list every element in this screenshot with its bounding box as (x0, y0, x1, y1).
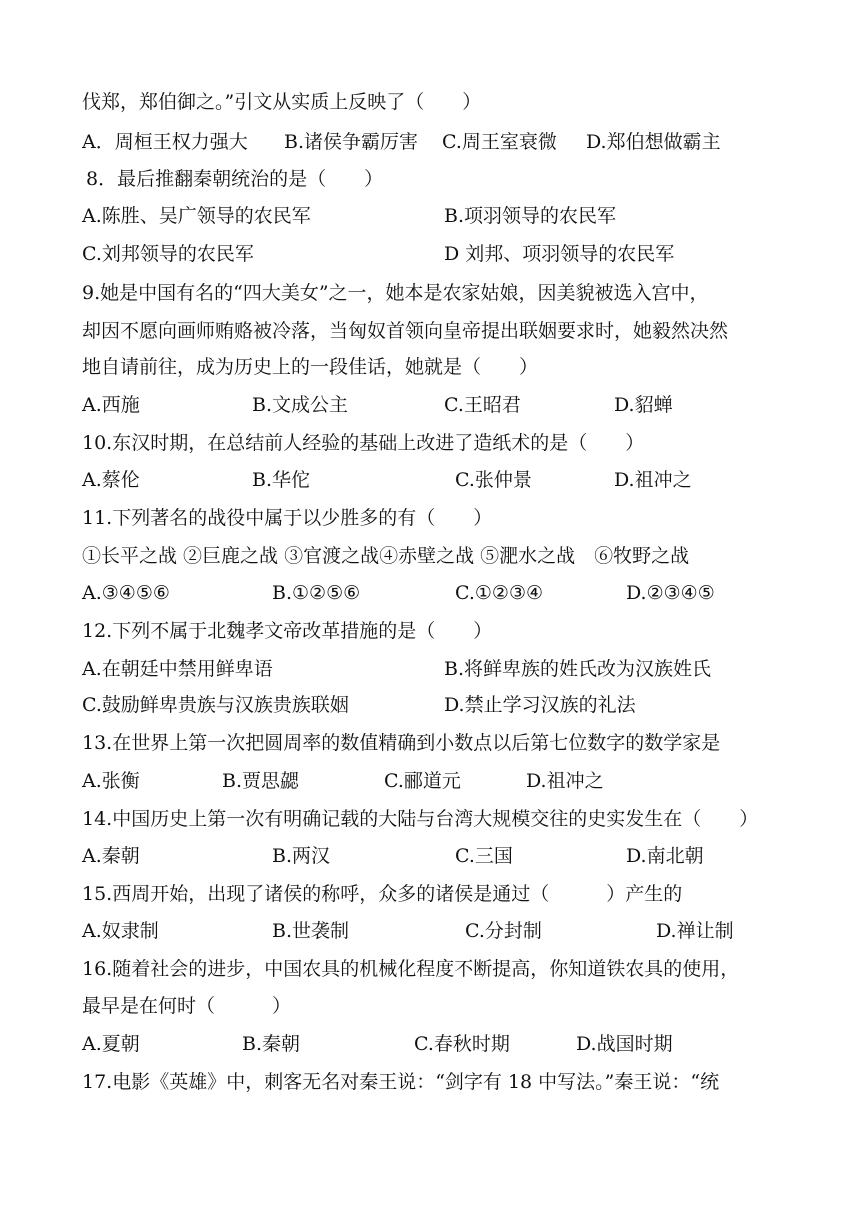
q17-stem: 17.电影《英雄》中，刺客无名对秦王说：“剑字有 18 中写法。”秦王说：“统 (82, 1071, 720, 1093)
q16-stem-line-2: 最早是在何时（ ） (82, 995, 292, 1017)
q9-option-a: A.西施 (82, 394, 140, 416)
q7-option-a: A．周桓王权力强大 (82, 131, 248, 153)
q15-stem: 15.西周开始，出现了诸侯的称呼，众多的诸侯是通过（ ）产生的 (82, 883, 683, 905)
q15-option-b: B.世袭制 (272, 920, 350, 942)
q11-option-b: B.①②⑤⑥ (272, 582, 361, 604)
q10-option-b: B.华佗 (252, 469, 311, 491)
q12-option-b: B.将鲜卑族的姓氏改为汉族姓氏 (444, 658, 712, 680)
q12-option-d: D.禁止学习汉族的礼法 (444, 694, 636, 716)
q8-option-a: A.陈胜、吴广领导的农民军 (82, 205, 311, 227)
q15-option-a: A.奴隶制 (82, 920, 159, 942)
q16-option-a: A.夏朝 (82, 1033, 140, 1055)
q13-option-a: A.张衡 (82, 770, 140, 792)
q14-stem: 14.中国历史上第一次有明确记载的大陆与台湾大规模交往的史实发生在（ ） (82, 808, 759, 830)
q15-option-d: D.禅让制 (656, 920, 734, 942)
q16-option-c: C.春秋时期 (414, 1033, 510, 1055)
q8-stem: 8．最后推翻秦朝统治的是（ ） (86, 168, 384, 190)
q11-option-a: A.③④⑤⑥ (82, 582, 170, 604)
q7-option-b: B.诸侯争霸厉害 (284, 131, 419, 153)
q8-option-c: C.刘邦领导的农民军 (82, 243, 254, 265)
q14-option-a: A.秦朝 (82, 845, 140, 867)
q9-option-c: C.王昭君 (444, 394, 521, 416)
q12-option-c: C.鼓励鲜卑贵族与汉族贵族联姻 (82, 694, 349, 716)
q11-option-c: C.①②③④ (455, 582, 544, 604)
q9-option-d: D.貂蝉 (614, 394, 673, 416)
q9-stem-line-2: 却因不愿向画师贿赂被冷落，当匈奴首领向皇帝提出联姻要求时，她毅然决然 (82, 320, 729, 342)
q14-option-b: B.两汉 (272, 845, 331, 867)
q8-option-b: B.项羽领导的农民军 (444, 205, 617, 227)
q7-option-d: D.郑伯想做霸主 (586, 131, 721, 153)
q14-option-d: D.南北朝 (626, 845, 704, 867)
q11-stem: 11.下列著名的战役中属于以少胜多的有（ ） (82, 507, 493, 529)
q14-option-c: C.三国 (455, 845, 513, 867)
q7-stem: 伐郑，郑伯御之。”引文从实质上反映了（ ） (82, 91, 482, 113)
q15-option-c: C.分封制 (465, 920, 542, 942)
q9-stem-line-3: 地自请前往，成为历史上的一段佳话，她就是（ ） (82, 356, 539, 378)
q9-stem-line-1: 9.她是中国有名的“四大美女”之一，她本是农家姑娘，因美貌被选入宫中， (82, 282, 709, 304)
q16-option-b: B.秦朝 (242, 1033, 301, 1055)
q10-option-a: A.蔡伦 (82, 469, 140, 491)
q7-option-c: C.周王室衰微 (442, 131, 557, 153)
q16-option-d: D.战国时期 (576, 1033, 673, 1055)
q11-items: ①长平之战 ②巨鹿之战 ③官渡之战④赤壁之战 ⑤淝水之战 ⑥牧野之战 (82, 545, 690, 567)
q10-stem: 10.东汉时期，在总结前人经验的基础上改进了造纸术的是（ ） (82, 432, 645, 454)
q13-stem: 13.在世界上第一次把圆周率的数值精确到小数点以后第七位数字的数学家是 (82, 732, 721, 754)
q13-option-c: C.郦道元 (384, 770, 461, 792)
q9-option-b: B.文成公主 (252, 394, 349, 416)
q12-stem: 12.下列不属于北魏孝文帝改革措施的是（ ） (82, 620, 493, 642)
q10-option-d: D.祖冲之 (614, 469, 692, 491)
q11-option-d: D.②③④⑤ (626, 582, 715, 604)
q13-option-b: B.贾思勰 (222, 770, 300, 792)
q13-option-d: D.祖冲之 (526, 770, 604, 792)
q16-stem-line-1: 16.随着社会的进步，中国农具的机械化程度不断提高，你知道铁农具的使用， (82, 958, 740, 980)
q10-option-c: C.张仲景 (455, 469, 532, 491)
q12-option-a: A.在朝廷中禁用鲜卑语 (82, 658, 273, 680)
q8-option-d: D 刘邦、项羽领导的农民军 (444, 243, 675, 265)
